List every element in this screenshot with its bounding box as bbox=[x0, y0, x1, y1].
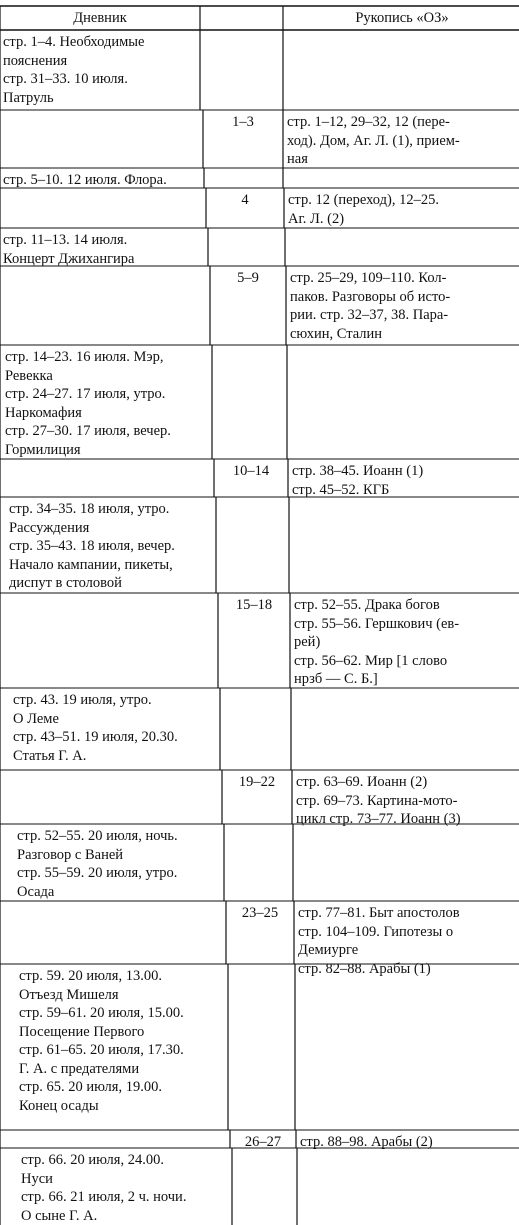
manuscript-cell: стр. 38–45. Иоанн (1) стр. 45–52. КГБ bbox=[292, 463, 424, 498]
manuscript-cell: стр. 88–98. Арабы (2) bbox=[300, 1134, 433, 1150]
diary-cell: стр. 5–10. 12 июля. Флора. bbox=[3, 172, 167, 188]
manuscript-cell: стр. 12 (переход), 12–25. Аг. Л. (2) bbox=[288, 192, 439, 227]
diary-cell: стр. 43. 19 июля, утро. О Леме стр. 43–51. 19 июля, 20.30. Статья Г. А. bbox=[13, 692, 178, 764]
manuscript-cell: стр. 77–81. Быт апостолов стр. 104–109. Гипотезы о Демиурге стр. 82–88. Арабы (1) bbox=[298, 905, 460, 977]
diary-cell: стр. 34–35. 18 июля, утро. Рассуждения стр. 35–43. 18 июля, вечер. Начало кампании, пикеты, диспут в столовой bbox=[9, 501, 175, 591]
chapter-range-cell: 1–3 bbox=[232, 114, 254, 130]
diary-cell: стр. 59. 20 июля, 13.00. Отъезд Мишеля стр. 59–61. 20 июля, 15.00. Посещение Первого стр. 61–65. 20 июля, 17.30. Г. А. с предателями стр. 65. 20 июля, 19.00. Конец осады bbox=[19, 968, 184, 1114]
manuscript-cell: стр. 52–55. Драка богов стр. 55–56. Гершкович (ев- рей) стр. 56–62. Мир [1 слово нрзб — С. Б.] bbox=[294, 597, 460, 687]
diary-cell: стр. 1–4. Необходимые пояснения стр. 31–33. 10 июля. Патруль bbox=[3, 34, 145, 106]
manuscript-cell: стр. 63–69. Иоанн (2) стр. 69–73. Картина-мото- цикл стр. 73–77. Иоанн (3) bbox=[296, 774, 461, 827]
chapter-range-cell: 5–9 bbox=[237, 270, 259, 286]
chapter-range-cell: 4 bbox=[241, 192, 249, 208]
manuscript-cell: стр. 25–29, 109–110. Кол- паков. Разговоры об исто- рии. стр. 32–37, 38. Пара- сюхин, Сталин bbox=[290, 270, 451, 342]
chapter-range-cell: 23–25 bbox=[241, 905, 279, 921]
chapter-range-cell: 10–14 bbox=[232, 463, 270, 479]
diary-cell: стр. 66. 20 июля, 24.00. Нуси стр. 66. 21 июля, 2 ч. ночи. О сыне Г. А. bbox=[21, 1152, 187, 1224]
manuscript-cell: стр. 1–12, 29–32, 12 (пере- ход). Дом, Аг. Л. (1), прием- ная bbox=[287, 114, 460, 167]
header-diary: Дневник bbox=[73, 10, 127, 26]
chapter-range-cell: 19–22 bbox=[238, 774, 276, 790]
chapter-range-cell: 15–18 bbox=[235, 597, 273, 613]
chapter-range-cell: 26–27 bbox=[244, 1134, 282, 1150]
diary-cell: стр. 52–55. 20 июля, ночь. Разговор с Ваней стр. 55–59. 20 июля, утро. Осада bbox=[17, 828, 178, 900]
header-manuscript: Рукопись «ОЗ» bbox=[355, 10, 449, 26]
diary-cell: стр. 14–23. 16 июля. Мэр, Ревекка стр. 24–27. 17 июля, утро. Наркомафия стр. 27–30. 17 июля, вечер. Гормилиция bbox=[5, 349, 171, 458]
diary-cell: стр. 11–13. 14 июля. Концерт Джихангира bbox=[3, 232, 135, 267]
